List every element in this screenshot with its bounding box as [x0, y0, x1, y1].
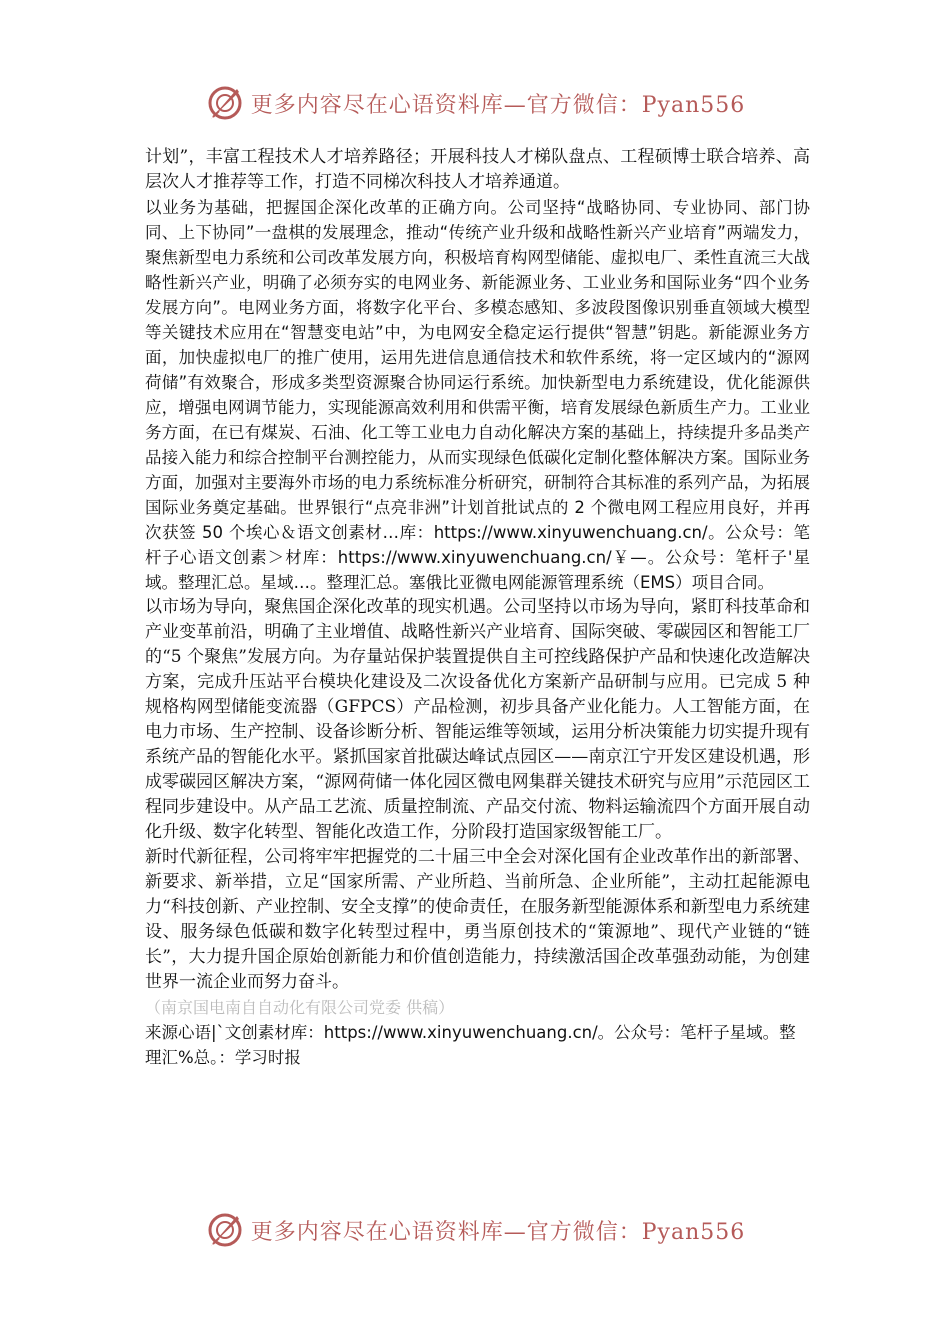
document-body: [145, 145, 810, 1070]
paragraph-market-orientation: 以市场为导向，聚焦国企深化改革的现实机遇。公司坚持以市场为导向，紧盯科技革命和产业变革前沿，明确了主业增值、战略性新兴产业培育、国际突破、零碳园区和智能工厂的“5 个聚焦”发展方向。为存量站保护装置提供自主可控线路保护产品和快速化改造解决方案，完成升压站平台模块化建设及二次设备优化方案新产品研制与应用。已完成 5 种规格构网型储能变流器（GFPCS）产品检测，初步具备产业化能力。人工智能方面，在电力市场、生产控制、设备诊断分析、智能运维等领域，运用分析决策能力切实提升现有系统产品的智能化水平。紧抓国家首批碳达峰试点园区——南京江宁开发区建设机遇，形成零碳园区解决方案，“源网荷储一体化园区微电网集群关键技术研究与应用”示范园区工程同步建设中。从产品工艺流、质量控制流、产品交付流、物料运输流四个方面开展自动化升级、数字化转型、智能化改造工作，分阶段打造国家级智能工厂。: [145, 597, 810, 842]
source-footer-note: 来源心语|`文创素材库：https://www.xinyuwenchuang.cn/。公众号：笔杆子星域。整理汇%总。：学习时报: [145, 1023, 796, 1067]
watermark-text: 更多内容尽在心语资料库—官方微信：Pyan556: [250, 1219, 746, 1245]
paragraph-talent-plan: 计划”，丰富工程技术人才培养路径；开展科技人才梯队盘点、工程硕博士联合培养、高层次人才推荐等工作，打造不同梯次科技人才培养通道。: [145, 147, 810, 192]
watermark-text: 更多内容尽在心语资料库—官方微信：Pyan556: [250, 92, 746, 118]
header-watermark-banner: [0, 78, 950, 128]
paragraph-business-foundation: 以业务为基础，把握国企深化改革的正确方向。公司坚持“战略协同、专业协同、部门协同、上下协同”一盘棋的发展理念，推动“传统产业升级和战略性新兴产业培育”两端发力，聚焦新型电力系统和公司改革发展方向，积极培育构网型储能、虚拟电厂、柔性直流三大战略性新兴产业，明确了必须夯实的电网业务、新能源业务、工业业务和国际业务“四个业务发展方向”。电网业务方面，将数字化平台、多模态感知、多波段图像识别垂直领域大模型等关键技术应用在“智慧变电站”中，为电网安全稳定运行提供“智慧”钥匙。新能源业务方面，加快虚拟电厂的推广使用，运用先进信息通信技术和软件系统，将一定区域内的“源网荷储”有效聚合，形成多类型资源聚合协同运行系统。加快新型电力系统建设，优化能源供应，增强电网调节能力，实现能源高效利用和供需平衡，培育发展绿色新质生产力。工业业务方面，在已有煤炭、石油、化工等工业电力自动化解决方案的基础上，持续提升多品类产品接入能力和综合控制平台测控能力，从而实现绿色低碳化定制化整体解决方案。国际业务方面，加强对主要海外市场的电力系统标准分析研究，研制符合其标准的系列产品，为拓展国际业务奠定基础。世界银行“点亮非洲”计划首批试点的 2 个微电网工程应用良好，并再次获签 50 个埃心＆语文创素材…库：https://www.xinyuwenchuang.cn/。公众号：笔杆子心语文创素＞材库：https://www.xinyuwenchuang.cn/￥—。公众号：笔杆子'星域。整理汇总。星域…。整理汇总。塞俄比亚微电网能源管理系统（EMS）项目合同。: [145, 198, 810, 592]
footer-watermark-banner: [0, 1205, 950, 1255]
feather-pen-logo-icon: [205, 83, 245, 123]
feather-pen-logo-icon: [205, 1210, 245, 1250]
paragraph-new-era: 新时代新征程，公司将牢牢把握党的二十届三中全会对深化国有企业改革作出的新部署、新要求、新举措，立足“国家所需、产业所趋、当前所急、企业所能”，主动扛起能源电力“科技创新、产业控制、安全支撑”的使命责任，在服务新型能源体系和新型电力系统建设、服务绿色低碳和数字化转型过程中，勇当原创技术的“策源地”、现代产业链的“链长”，大力提升国企原始创新能力和价值创造能力，持续激活国企改革强劲动能，为创建世界一流企业而努力奋斗。: [145, 847, 810, 992]
source-credit: （南京国电南自自动化有限公司党委 供稿）: [145, 998, 455, 1017]
